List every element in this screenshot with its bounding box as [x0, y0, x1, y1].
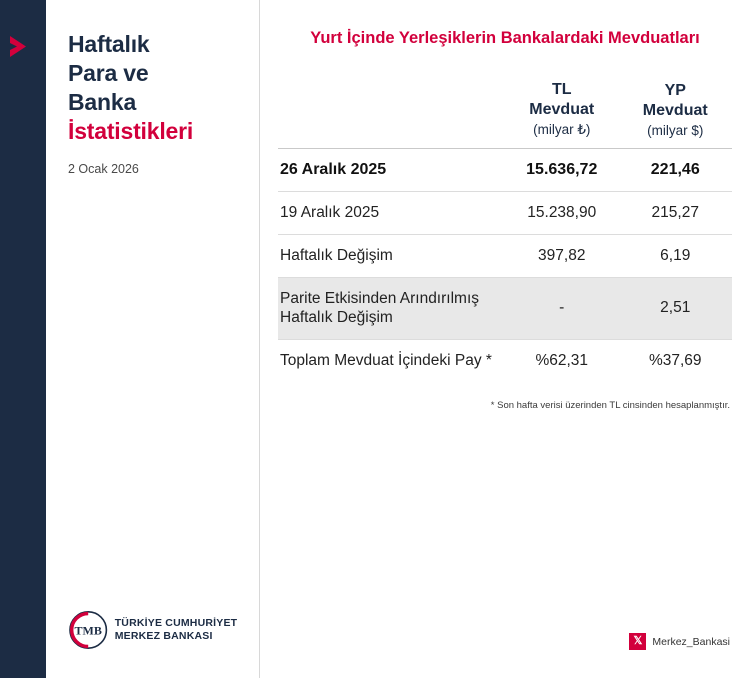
title-accent-line: İstatistikleri	[68, 117, 194, 144]
social-credit	[629, 633, 730, 650]
cbrt-logo-text	[115, 617, 238, 643]
row-label: 26 Aralık 2025	[280, 160, 387, 178]
table-row	[278, 339, 732, 381]
left-rail	[0, 0, 46, 678]
title-line-3: Banka	[68, 88, 137, 115]
table-row	[278, 192, 732, 235]
table-header-yp-line2: Mevduat	[642, 101, 708, 119]
headline-line-2: Mevduatları	[608, 29, 700, 47]
title-line-1: Haftalık	[68, 31, 150, 57]
table-body	[278, 148, 732, 381]
table-header-yp-line1: YP	[664, 81, 686, 99]
row-value-tl: 15.636,72	[526, 161, 598, 179]
chart-headline	[278, 28, 732, 50]
row-label: Parite Etkisinden Arındırılmış Haftalık Değişim	[280, 289, 479, 327]
cbrt-logo-mark-icon	[68, 610, 108, 650]
table-header-tl-line2: Mevduat	[529, 100, 595, 118]
table-row	[278, 148, 732, 191]
row-value-tl: %62,31	[535, 351, 589, 369]
row-value-yp: %37,69	[648, 351, 702, 369]
row-value-yp: 215,27	[651, 204, 699, 222]
row-label: Haftalık Değişim	[280, 246, 393, 264]
x-logo-icon: 𝕏	[629, 633, 646, 650]
content-panel	[260, 0, 750, 678]
publication-date: 2 Ocak 2026	[68, 161, 139, 176]
chevron-right-arrow-icon	[8, 32, 38, 62]
row-label: Toplam Mevduat İçindeki Pay *	[280, 351, 492, 369]
table-header-yp-unit: (milyar $)	[647, 122, 704, 138]
table-header-yp	[619, 80, 733, 149]
table-header-empty	[278, 80, 505, 149]
svg-text:TMB: TMB	[74, 623, 102, 638]
table-row	[278, 234, 732, 277]
table-header-tl-unit: (milyar ₺)	[533, 121, 591, 137]
table-row	[278, 277, 732, 339]
row-label: 19 Aralık 2025	[280, 204, 380, 222]
table-header-tl-line1: TL	[551, 80, 572, 98]
row-value-yp: 2,51	[660, 299, 691, 317]
row-value-tl: 15.238,90	[527, 204, 597, 222]
row-value-yp: 221,46	[650, 161, 700, 179]
social-handle: Merkez_Bankasi	[652, 635, 730, 648]
title-line-2: Para ve	[68, 59, 149, 86]
page-title	[68, 30, 239, 146]
row-value-yp: 6,19	[660, 246, 691, 264]
headline-line-1: Yurt İçinde Yerleşiklerin Bankalardaki	[310, 29, 604, 47]
row-value-tl: 397,82	[538, 246, 586, 264]
cbrt-logo-line-1: TÜRKİYE CUMHURİYET	[114, 616, 238, 629]
left-panel	[46, 0, 260, 678]
table-header-tl	[505, 80, 619, 149]
table-header-row	[278, 80, 732, 149]
cbrt-logo	[68, 610, 238, 650]
table-footnote: * Son hafta verisi üzerinden TL cinsinden hesaplanmıştır.	[490, 399, 730, 411]
cbrt-logo-line-2: MERKEZ BANKASI	[114, 630, 213, 642]
row-value-tl: -	[559, 299, 565, 317]
deposits-table	[278, 80, 732, 382]
